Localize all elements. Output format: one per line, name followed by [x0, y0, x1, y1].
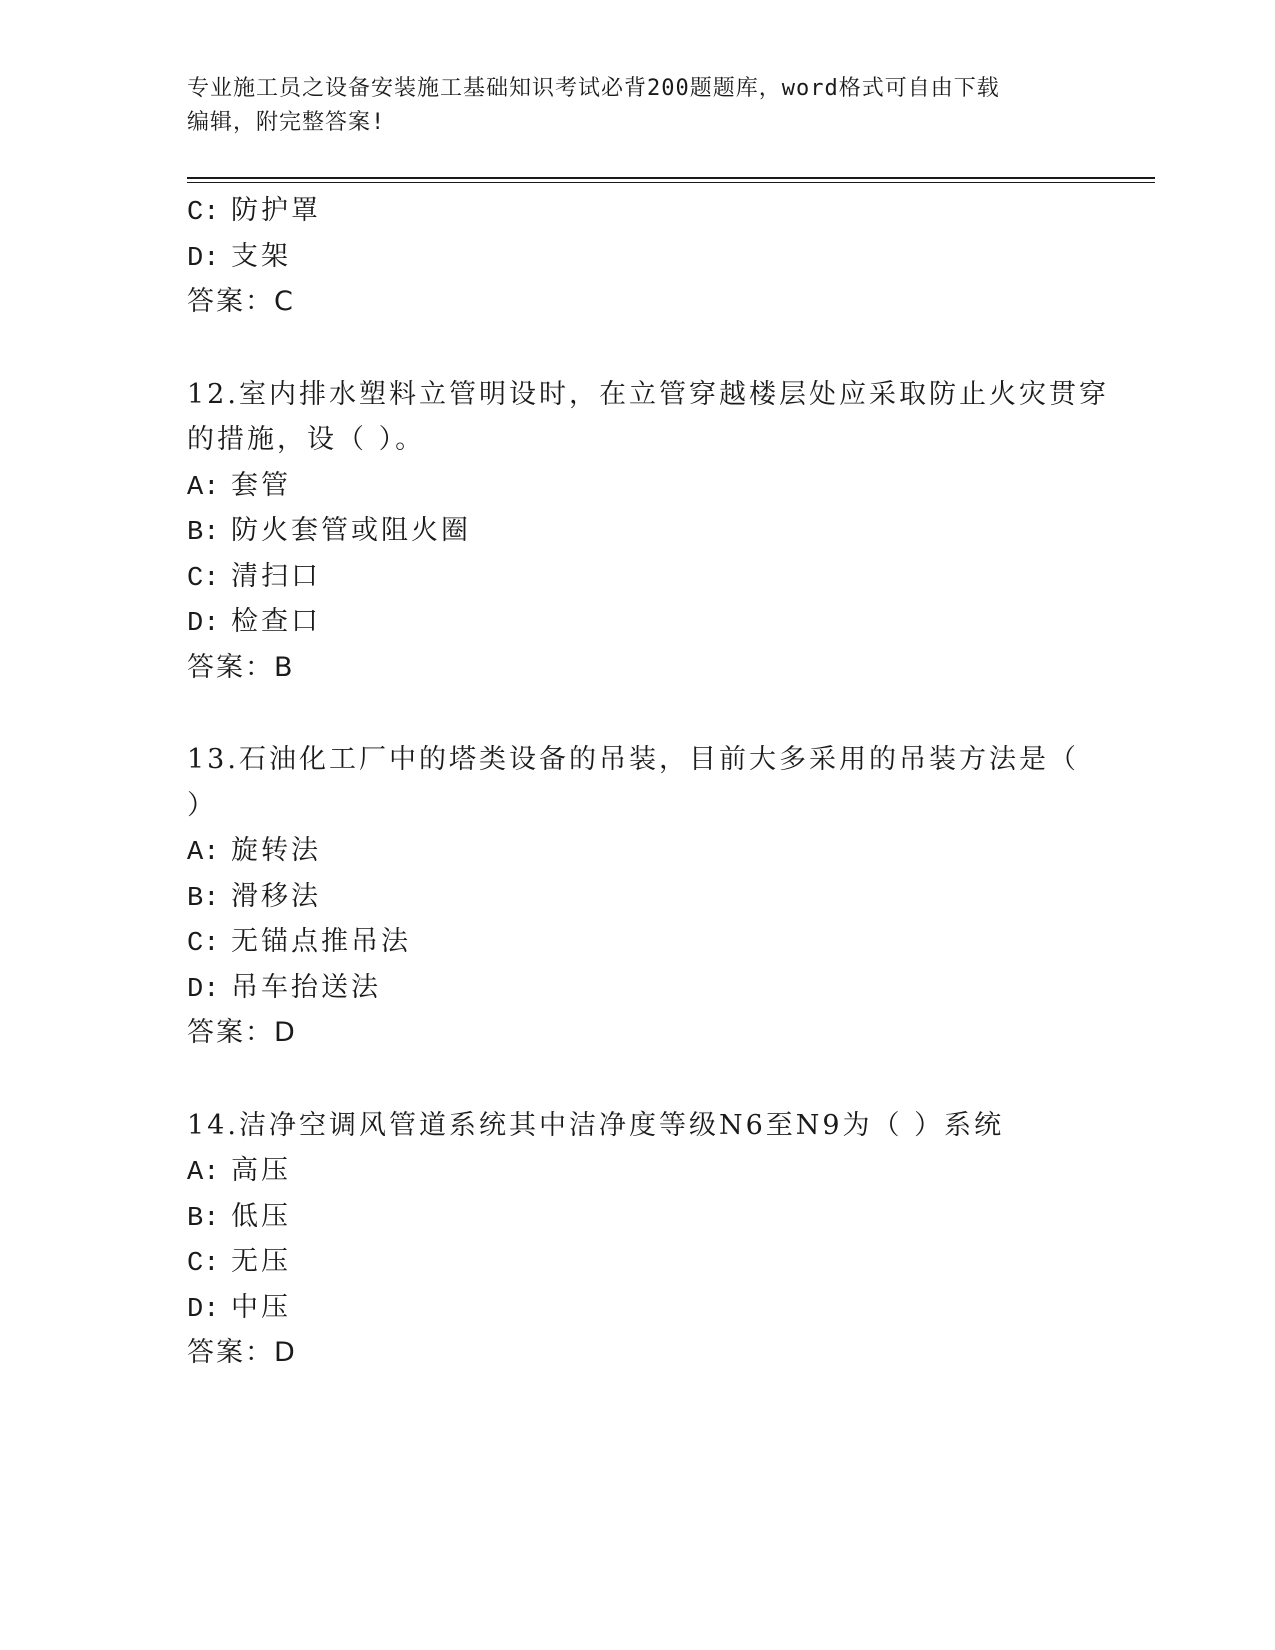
option-b	[187, 508, 1137, 554]
option-letter: C:	[187, 563, 220, 594]
header-divider-thin	[187, 182, 1155, 183]
spacer	[187, 325, 1137, 372]
question-stem-line: 14.洁净空调风管道系统其中洁净度等级N6至N9为（ ）系统	[187, 1109, 1005, 1141]
question-stem-line: 13.石油化工厂中的塔类设备的吊装，目前大多采用的吊装方法是（	[187, 744, 1079, 775]
option-text: 旋转法	[231, 835, 321, 866]
option-letter: D:	[187, 1294, 220, 1325]
question-stem-line: 12.室内排水塑料立管明设时，在立管穿越楼层处应采取防止火灾贯穿	[187, 378, 1109, 410]
option-d	[187, 1285, 1137, 1331]
answer-line: 答案：B	[187, 651, 295, 683]
option-letter: D:	[187, 974, 220, 1005]
option-text: 清扫口	[231, 560, 321, 592]
option-c	[187, 1239, 1137, 1285]
option-text: 滑移法	[231, 880, 321, 912]
option-text: 检查口	[231, 606, 321, 637]
option-letter: D:	[187, 609, 220, 639]
option-text: 支架	[231, 240, 291, 272]
option-text: 低压	[231, 1200, 291, 1232]
answer-line: 答案：D	[187, 1017, 297, 1048]
question-12	[187, 372, 1137, 691]
question-list	[187, 188, 1137, 1376]
option-b	[187, 874, 1137, 920]
option-c	[187, 188, 1137, 234]
answer-line: 答案：D	[187, 1337, 297, 1368]
option-letter: D:	[187, 243, 220, 274]
option-text: 中压	[231, 1291, 291, 1323]
option-letter: B:	[187, 518, 220, 548]
option-d	[187, 234, 1137, 280]
header-line-1: 专业施工员之设备安装施工基础知识考试必背200题题库，word格式可自由下载	[187, 76, 1000, 101]
option-b	[187, 1194, 1137, 1240]
option-a	[187, 1148, 1137, 1194]
option-text: 高压	[231, 1155, 291, 1186]
question-13	[187, 737, 1137, 1056]
option-letter: A:	[187, 838, 220, 868]
option-letter: C:	[187, 1249, 220, 1279]
option-c	[187, 919, 1137, 965]
option-text: 防护罩	[231, 195, 321, 226]
option-letter: C:	[187, 198, 220, 228]
option-text: 套管	[231, 469, 291, 501]
option-a	[187, 828, 1137, 874]
answer-line: 答案：C	[187, 286, 295, 317]
option-d	[187, 599, 1137, 645]
option-letter: A:	[187, 1158, 220, 1188]
question-stem-line: ）	[187, 789, 217, 821]
option-c	[187, 554, 1137, 600]
spacer	[187, 690, 1137, 737]
option-text: 吊车抬送法	[231, 971, 381, 1003]
document-header	[187, 72, 1087, 140]
header-line-2: 编辑，附完整答案!	[187, 110, 386, 135]
option-text: 无锚点推吊法	[231, 926, 411, 957]
option-letter: B:	[187, 1203, 220, 1234]
header-divider-thick	[187, 177, 1155, 179]
question-stem-line: 的措施，设（ ）。	[187, 424, 426, 455]
option-text: 防火套管或阻火圈	[231, 515, 471, 546]
question-11-tail	[187, 188, 1137, 325]
option-d	[187, 965, 1137, 1011]
option-a	[187, 463, 1137, 509]
option-letter: B:	[187, 883, 220, 914]
question-14	[187, 1103, 1137, 1376]
option-text: 无压	[231, 1246, 291, 1277]
option-letter: A:	[187, 472, 220, 503]
spacer	[187, 1056, 1137, 1103]
option-letter: C:	[187, 929, 220, 959]
